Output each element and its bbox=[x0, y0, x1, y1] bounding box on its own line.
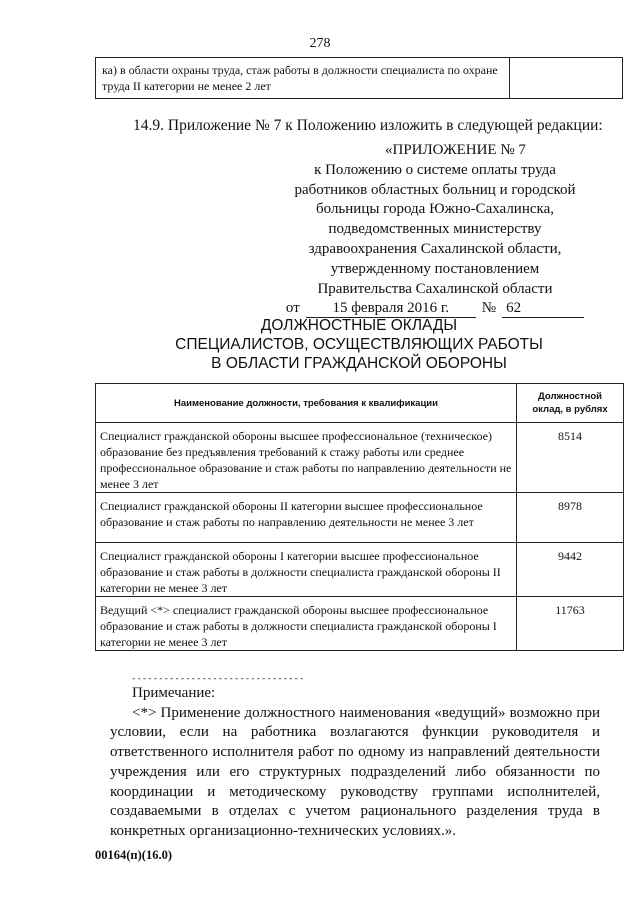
appendix-title: «ПРИЛОЖЕНИЕ № 7 bbox=[385, 142, 526, 158]
position-description: Специалист гражданской обороны высшее профессиональное (техническое) образование без предъявления требований к стажу работы или среднее профессиональное образование и стаж работы по направлению деятельности не менее 3 лет bbox=[96, 423, 517, 493]
footnote-text: <*> Применение должностного наименования «ведущий» возможно при условии, если на работника возлагаются функции руководителя и ответственного исполнителя работ по одному из направлений деятельности учреждения или его структурных подразделений либо обязанности по координации и методическому руководству группами исполнителей, создаваемыми в отделах с учетом рационального разделения труда в конкретных организационно-технических условиях.». bbox=[110, 704, 600, 839]
table-row bbox=[96, 543, 624, 597]
page-number: 278 bbox=[309, 36, 331, 51]
position-description: Специалист гражданской обороны I категории высшее профессиональное образование и стаж работы в должности специалиста гражданской обороны II категории не менее 3 лет bbox=[96, 543, 517, 597]
header-salary-line: оклад, в рублях bbox=[532, 404, 608, 415]
continuation-table bbox=[95, 57, 623, 99]
appendix-line: подведомственных министерству bbox=[328, 221, 542, 238]
salary-value: 8978 bbox=[517, 493, 624, 543]
footer-code: 00164(п)(16.0) bbox=[95, 848, 172, 862]
continuation-description: ка) в области охраны труда, стаж работы в должности специалиста по охране труда II категории не менее 2 лет bbox=[96, 58, 510, 99]
header-position: Наименование должности, требования к квалификации bbox=[96, 384, 517, 423]
appendix-line: здравоохранения Сахалинской области, bbox=[308, 240, 562, 257]
footnote-title: Примечание: bbox=[132, 685, 216, 701]
table-header-row bbox=[96, 384, 624, 423]
footnote-divider: -------------------------------- bbox=[131, 674, 305, 684]
table-row bbox=[96, 58, 623, 99]
title-line: В ОБЛАСТИ ГРАЖДАНСКОЙ ОБОРОНЫ bbox=[211, 355, 507, 372]
header-salary-line: Должностной bbox=[538, 391, 602, 402]
title-line: ДОЛЖНОСТНЫЕ ОКЛАДЫ bbox=[260, 317, 458, 334]
footnote bbox=[110, 684, 600, 842]
title-line: СПЕЦИАЛИСТОВ, ОСУЩЕСТВЛЯЮЩИХ РАБОТЫ bbox=[175, 336, 543, 353]
date-prefix: от bbox=[285, 300, 300, 317]
appendix-line: больницы города Южно-Сахалинска, bbox=[316, 201, 554, 218]
position-description: Специалист гражданской обороны II категории высшее профессиональное образование и стаж работы по направлению деятельности не менее 3 лет bbox=[96, 493, 517, 543]
salary-value: 8514 bbox=[517, 423, 624, 493]
table-row bbox=[96, 597, 624, 651]
decree-number: 62 bbox=[502, 300, 584, 318]
position-description: Ведущий <*> специалист гражданской обороны высшее профессиональное образование и стаж работы в должности специалиста гражданской обороны I категории не менее 3 лет bbox=[96, 597, 517, 651]
number-prefix: № bbox=[481, 300, 497, 317]
appendix-header bbox=[270, 141, 600, 319]
document-title bbox=[95, 316, 623, 373]
header-salary bbox=[517, 384, 624, 423]
table-row bbox=[96, 423, 624, 493]
appendix-line: Правительства Сахалинской области bbox=[317, 280, 553, 297]
decree-date: 15 февраля 2016 г. bbox=[306, 300, 476, 318]
appendix-line: к Положению о системе оплаты труда bbox=[314, 161, 556, 178]
appendix-line: утвержденному постановлением bbox=[330, 260, 540, 277]
salary-table bbox=[95, 383, 624, 651]
table-row bbox=[96, 493, 624, 543]
salary-value: 11763 bbox=[517, 597, 624, 651]
continuation-value bbox=[510, 58, 623, 99]
appendix-line: работников областных больниц и городской bbox=[294, 181, 576, 198]
salary-value: 9442 bbox=[517, 543, 624, 597]
amendment-line: 14.9. Приложение № 7 к Положению изложить в следующей редакции: bbox=[133, 117, 603, 134]
